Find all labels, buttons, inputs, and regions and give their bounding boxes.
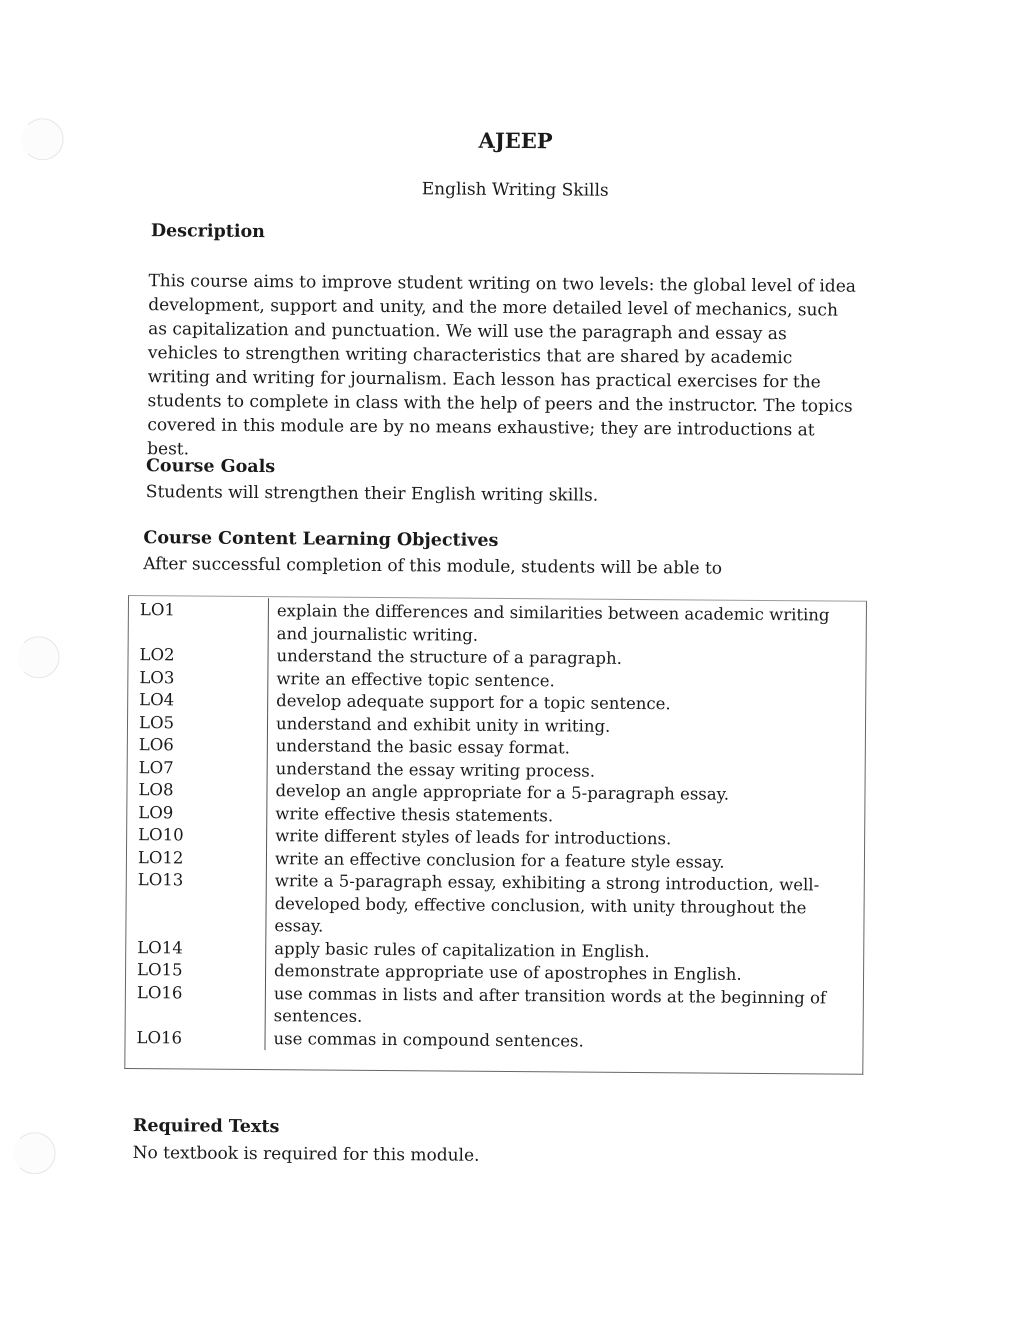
description-heading: Description [150, 221, 266, 243]
objective-code: LO4 [127, 689, 268, 713]
objective-code: LO7 [127, 756, 268, 780]
objective-code: LO9 [126, 801, 267, 825]
objective-description: explain the differences and similarities between academic writing and journalistic writing. [276, 601, 830, 645]
objective-code: LO6 [127, 734, 268, 758]
objective-code: LO14 [125, 936, 266, 960]
objective-code: LO8 [126, 779, 267, 803]
required-texts-body: No textbook is required for this module. [132, 1143, 480, 1166]
table-row [124, 1026, 861, 1054]
learning-objectives-table [124, 597, 865, 1055]
objective-code: LO3 [127, 666, 268, 690]
required-texts-heading: Required Texts [132, 1116, 280, 1138]
objective-description: demonstrate appropriate use of apostrophes in English. [274, 961, 742, 984]
objective-description: write effective thesis statements. [275, 803, 554, 825]
objective-description: develop adequate support for a topic sentence. [276, 691, 671, 714]
description-body: This course aims to improve student writing on two levels: the global level of idea development, support and unity, and the more detailed level of mechanics, such as capitalization and punctuation. We will use the paragraph and essay as vehicles to strengthen writing characteristics that are shared by academic writing and writing for journalism. Each lesson has practical exercises for the students to complete in class with the help of peers and the instructor. The topics covered in this module are by no means exhaustive; they are introductions at best. [147, 271, 857, 460]
objective-code: LO16 [125, 981, 266, 1027]
objective-description: use commas in compound sentences. [273, 1028, 584, 1051]
document-subtitle: English Writing Skills [421, 179, 609, 201]
course-goals-body: Students will strengthen their English writing skills. [145, 482, 599, 506]
table-row [125, 981, 862, 1032]
objective-description: use commas in lists and after transition words at the beginning of sentences. [273, 983, 827, 1026]
objective-description: write a 5-paragraph essay, exhibiting a strong introduction, well-developed body, effective conclusion, with unity throughout the essay. [274, 871, 820, 936]
objective-code: LO2 [127, 644, 268, 668]
table-row [125, 869, 863, 942]
objective-description: develop an angle appropriate for a 5-paragraph essay. [275, 781, 730, 804]
objective-code: LO1 [128, 597, 269, 645]
course-goals-heading: Course Goals [145, 456, 276, 478]
objective-description: write an effective topic sentence. [276, 668, 555, 690]
punch-hole-mark [13, 1132, 55, 1174]
objective-code: LO13 [125, 869, 266, 938]
objective-code: LO10 [126, 824, 267, 848]
objective-code: LO16 [124, 1026, 265, 1050]
objective-description: apply basic rules of capitalization in English. [274, 938, 650, 961]
objective-description: understand and exhibit unity in writing. [275, 713, 611, 736]
document-title: AJEEP [478, 127, 553, 154]
objective-code: LO12 [126, 846, 267, 870]
punch-hole-mark [17, 636, 59, 678]
objective-code: LO5 [127, 711, 268, 735]
objective-description: understand the essay writing process. [275, 758, 596, 781]
objective-description: understand the structure of a paragraph. [276, 646, 622, 668]
table-row [128, 597, 865, 650]
learning-objectives-intro: After successful completion of this module, students will be able to [143, 554, 723, 579]
objective-description: write an effective conclusion for a feature style essay. [274, 848, 725, 872]
objective-description: write different styles of leads for introductions. [275, 826, 672, 849]
objective-code: LO15 [125, 959, 266, 983]
learning-objectives-heading: Course Content Learning Objectives [143, 528, 499, 551]
objective-description: understand the basic essay format. [275, 736, 571, 758]
